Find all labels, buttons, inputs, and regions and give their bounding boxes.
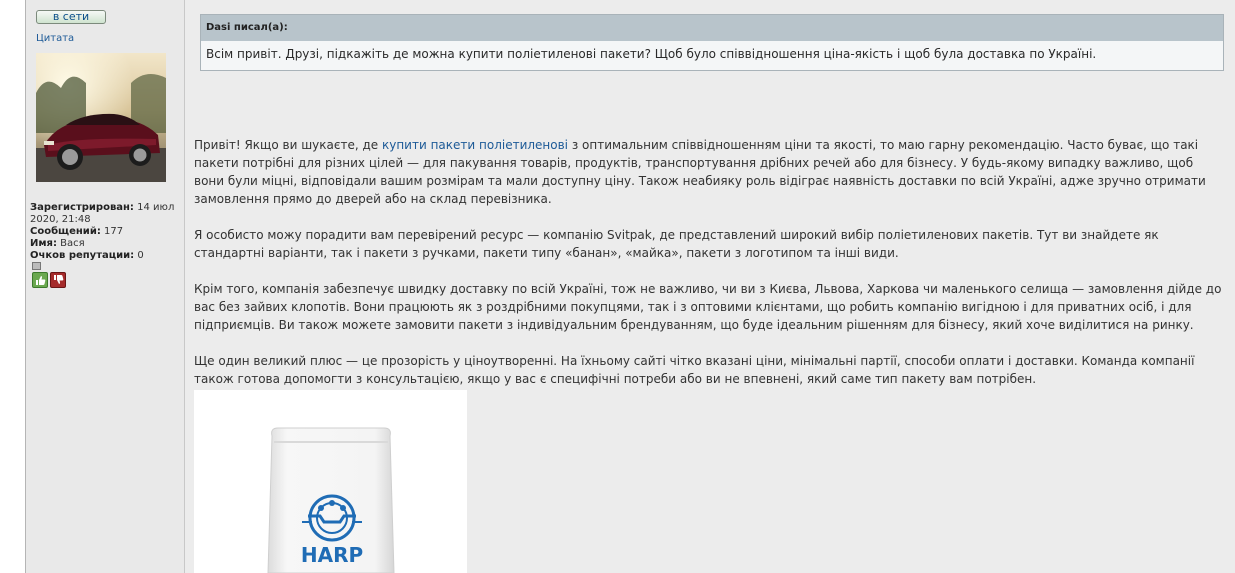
post-paragraph: Крім того, компанія забезпечує швидку доставку по всій Україні, тож не важливо, чи ви з Києва, Львова, Харкова чи маленького селища — замовлення дійде до вас без зайвих клопотів. Вони працюють як з роздрібними покупцями, так і з оптовими клієнтами, що робить компанію вигідною і для приватних осіб, і для підприємців. Ви також можете замовити пакети з індивідуальним брендуванням, що буде ідеальним рішенням для бізнесу, який хоче виділитися на ринку. — [194, 282, 1222, 332]
posts-value: 177 — [104, 226, 124, 237]
post-paragraph — [194, 136, 1224, 208]
posts-row — [30, 226, 184, 238]
quote-block — [200, 14, 1224, 71]
reputation-value: 0 — [137, 250, 144, 261]
thumbs-down-icon[interactable] — [50, 272, 66, 288]
registered-label: Зарегистрирован: — [30, 202, 134, 213]
product-image — [194, 390, 467, 573]
user-stats — [30, 202, 184, 262]
post-author-sidebar — [26, 0, 184, 573]
quote-author: Dasi писал(а): — [201, 15, 1223, 41]
reputation-label: Очков репутации: — [30, 250, 135, 261]
post-content — [194, 136, 1224, 406]
post-paragraph: Я особисто можу порадити вам перевірений ресурс — компанію Svitpak, де представлений широкий вибір поліетиленових пакетів. Тут ви знайдете як стандартні варіанти, так і пакети з ручками, пакети типу «банан», «майка», пакети з логотипом та інші види. — [194, 228, 1159, 260]
paragraph-text: Привіт! Якщо ви шукаєте, де — [194, 138, 382, 152]
reputation-bar — [32, 262, 41, 270]
name-label: Имя: — [30, 238, 57, 249]
avatar-car-image — [36, 53, 166, 182]
registered-value: 14 июл 2020, 21:48 — [30, 202, 175, 225]
name-row — [30, 238, 184, 250]
name-value: Вася — [60, 238, 85, 249]
quote-link[interactable]: Цитата — [36, 33, 75, 44]
bag-illustration — [194, 390, 467, 573]
registered-row — [30, 202, 184, 226]
logo-text: HARP — [300, 543, 364, 567]
page-margin — [0, 0, 25, 573]
thumbs-up-icon[interactable] — [32, 272, 48, 288]
online-status-badge: в сети — [36, 10, 106, 24]
posts-label: Сообщений: — [30, 226, 101, 237]
reputation-row — [30, 250, 184, 262]
avatar[interactable] — [36, 53, 166, 182]
quote-text: Всім привіт. Друзі, підкажіть де можна купити поліетиленові пакети? Щоб було співвідношення ціна-якість і щоб була доставка по Україні. — [206, 47, 1097, 61]
post-body — [185, 0, 1235, 573]
paragraph-text: з оптимальним співвідношенням ціни та якості, то маю гарну рекомендацію. Часто буває, що такі пакети потрібні для різних цілей — для пакування товарів, продуктів, транспортування дрібних речей або для бізнесу. У будь-якому випадку важливо, щоб вони були міцні, відповідали вашим розмірам та мали доступну ціну. Також неабияку роль відіграє наявність доставки по всій Україні, адже зручно отримати замовлення прямо до дверей або на склад перевізника. — [194, 138, 1206, 206]
product-link[interactable]: купити пакети поліетиленові — [381, 138, 569, 152]
post-paragraph: Ще один великий плюс — це прозорість у ціноутворенні. На їхньому сайті чітко вказані ціни, мінімальні партії, способи оплати і доставки. Команда компанії також готова допомогти з консультацією, якщо у вас є специфічні потреби або ви не впевнені, який саме тип пакету вам потрібен. — [194, 354, 1195, 386]
